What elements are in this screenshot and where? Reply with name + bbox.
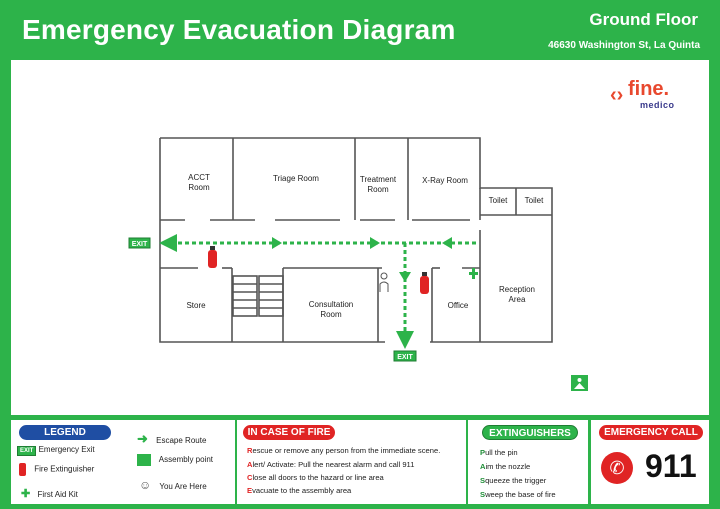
page-title: Emergency Evacuation Diagram: [22, 14, 456, 45]
room-label-reception-2: Area: [508, 295, 526, 304]
walls: [160, 138, 552, 342]
legend-title: LEGEND: [19, 425, 111, 440]
first-aid-icon: [469, 268, 478, 279]
logo-sub: medico: [640, 100, 675, 110]
pass-step: Aim the nozzle: [480, 462, 531, 471]
emergency-call-title: EMERGENCY CALL: [599, 425, 703, 440]
exit-sign-west: [129, 238, 150, 248]
emergency-call-panel: [591, 420, 709, 504]
fire-extinguisher-icon: [19, 463, 26, 476]
room-label-acct-2: Room: [188, 183, 210, 192]
logo-mark-icon: ‹›: [610, 84, 624, 106]
room-label-reception: Reception: [498, 285, 536, 294]
in-case-of-fire-panel: [237, 420, 466, 504]
room-label-consultation-2: Room: [320, 310, 342, 319]
exit-sign-icon: EXIT: [17, 446, 36, 456]
legend-you-are-here: ☺ You Are Here: [139, 478, 207, 492]
pass-step: Pull the pin: [480, 448, 518, 457]
legend-first-aid: ✚ First Aid Kit: [21, 488, 78, 500]
room-label-triage: Triage Room: [273, 174, 319, 183]
logo-name: fine.: [628, 78, 670, 100]
address: 46630 Washington St, La Quinta: [548, 40, 700, 51]
assembly-point-icon: [571, 375, 588, 391]
room-label-store: Store: [186, 301, 206, 310]
svg-text:EXIT: EXIT: [397, 354, 413, 361]
extinguishers-title: EXTINGUISHERS: [482, 425, 578, 440]
fire-step: Alert/ Activate: Pull the nearest alarm and call 911: [247, 460, 415, 469]
fire-step: Evacuate to the assembly area: [247, 486, 352, 495]
room-label-consultation: Consultation: [308, 300, 354, 309]
phone-icon: ✆: [601, 452, 633, 484]
you-are-here-icon: ☺: [139, 478, 152, 492]
legend-emergency-exit: EXIT Emergency Exit: [17, 445, 95, 454]
room-label-treatment: Treatment: [359, 175, 397, 184]
svg-text:EXIT: EXIT: [131, 241, 148, 248]
assembly-point-icon: [137, 454, 151, 466]
legend-fire-extinguisher: Fire Extinguisher: [19, 463, 94, 476]
pass-step: Sweep the base of fire: [480, 490, 556, 499]
first-aid-icon: ✚: [21, 488, 31, 500]
you-are-here-icon: [380, 273, 388, 292]
pass-step: Squeeze the trigger: [480, 476, 547, 485]
extinguishers-panel: [468, 420, 588, 504]
room-label-toilet-1: Toilet: [488, 196, 508, 205]
legend-assembly-point: Assembly point: [137, 454, 213, 466]
room-label-office: Office: [447, 301, 469, 310]
room-label-toilet-2: Toilet: [524, 196, 544, 205]
fire-step: Close all doors to the hazard or line area: [247, 473, 384, 482]
fire-title: IN CASE OF FIRE: [243, 425, 335, 440]
room-label-xray: X-Ray Room: [422, 176, 468, 185]
exit-sign-south: [394, 351, 416, 361]
room-label-treatment-2: Room: [367, 185, 389, 194]
fire-extinguisher-icon: [208, 246, 217, 268]
floor-label: Ground Floor: [589, 10, 698, 29]
room-label-acct: ACCT: [188, 173, 210, 182]
fire-step: Rescue or remove any person from the immediate scene.: [247, 446, 441, 455]
fire-extinguisher-icon: [420, 272, 429, 294]
escape-route-icon: ➜: [137, 431, 148, 446]
legend-panel: [11, 420, 235, 504]
legend-escape-route: ➜ Escape Route: [137, 431, 207, 446]
emergency-number: 911: [645, 448, 697, 484]
